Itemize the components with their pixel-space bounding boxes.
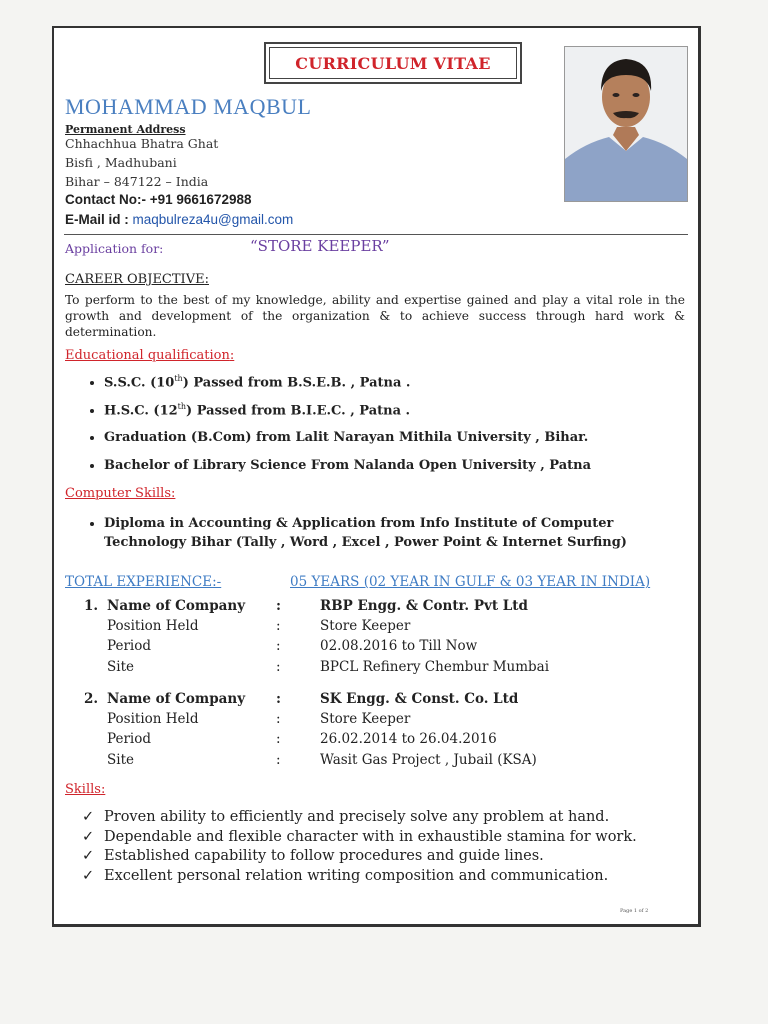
contact-phone [65,192,251,207]
profile-photo [564,46,688,202]
job-1-company-row: 1. Name of Company : RBP Engg. & Contr. Pvt Ltd [84,598,528,614]
total-experience-value: 05 YEARS (02 YEAR IN GULF & 03 YEAR IN INDIA) [290,574,651,590]
total-experience-label: TOTAL EXPERIENCE:- [65,574,222,590]
job-1-site-row: Site : BPCL Refinery Chembur Mumbai [107,659,550,675]
email-label: E-Mail id : [65,212,133,227]
education-item: • Bachelor of Library Science From Nalanda Open University , Patna [104,458,591,486]
education-heading: Educational qualification: [65,348,235,363]
contact-email [65,212,293,227]
job-1-period-row: Period : 02.08.2016 to Till Now [107,638,478,654]
address-line: Bisfi , Madhubani [65,155,177,170]
phone-number: +91 9661672988 [149,192,252,207]
computer-skill-item: • Diploma in Accounting & Application from Info Institute of Computer Technology Bihar (Tally , Word , Excel , Power Point & Internet Surfing) [104,514,694,552]
career-objective-heading: CAREER OBJECTIVE: [65,272,209,287]
profile-photo-image [565,47,687,201]
application-label: Application for: [65,241,164,256]
title-box [264,42,522,84]
checkmark-icon: ✓ [82,848,95,864]
job-2-period-row: Period : 26.02.2014 to 26.04.2016 [107,731,497,747]
skill-item: ✓ Proven ability to efficiently and precisely solve any problem at hand. [82,808,637,828]
education-item: • Graduation (B.Com) from Lalit Narayan Mithila University , Bihar. [104,430,591,458]
skill-item: ✓ Established capability to follow procedures and guide lines. [82,847,637,867]
checkmark-icon: ✓ [82,809,95,825]
checkmark-icon: ✓ [82,828,95,845]
job-2-company-row: 2. Name of Company : SK Engg. & Const. Co. Ltd [84,691,519,707]
education-item: • H.S.C. (12th) Passed from B.I.E.C. , Patna . [104,402,591,430]
education-item: • S.S.C. (10th) Passed from B.S.E.B. , Patna . [104,374,591,402]
application-position: “STORE KEEPER” [250,237,390,255]
skills-heading: Skills: [65,782,106,797]
skills-list [82,808,637,886]
candidate-name: MOHAMMAD MAQBUL [65,94,312,119]
page-number: Page 1 of 2 [620,908,649,914]
address-line: Chhachhua Bhatra Ghat [65,136,219,151]
resume-page [52,26,701,927]
job-2-position-row: Position Held : Store Keeper [107,711,411,727]
computer-skills-heading: Computer Skills: [65,486,176,501]
checkmark-icon: ✓ [82,867,95,884]
career-objective-text: To perform to the best of my knowledge, ability and expertise gained and play a vital role in the growth and development of the organization & to achieve success through hard work & determination. [65,293,685,339]
address-heading: Permanent Address [65,123,186,136]
job-2-site-row: Site : Wasit Gas Project , Jubail (KSA) [107,752,537,768]
job-1-position-row: Position Held : Store Keeper [107,618,411,634]
computer-skills-list [82,514,694,552]
divider [64,234,688,235]
phone-label: Contact No:- [65,192,150,207]
document-title: CURRICULUM VITAE [269,47,517,79]
skill-item: ✓ Excellent personal relation writing composition and communication. [82,867,637,887]
email-link[interactable]: maqbulreza4u@gmail.com [132,212,294,227]
education-list [82,374,591,486]
skill-item: ✓ Dependable and flexible character with in exhaustible stamina for work. [82,828,637,848]
address-line: Bihar – 847122 – India [65,174,209,189]
